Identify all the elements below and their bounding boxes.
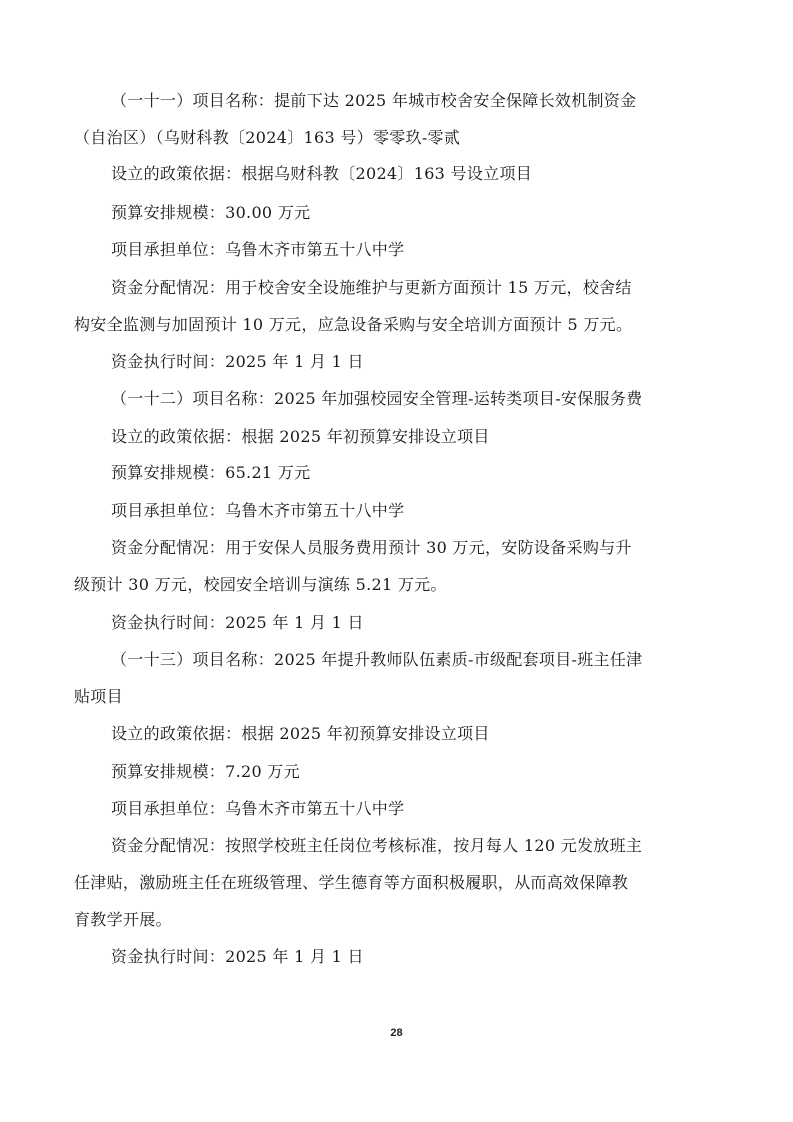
project-13-undertaking-unit: 项目承担单位：乌鲁木齐市第五十八中学 (111, 799, 405, 818)
project-13-budget-scale: 预算安排规模：7.20 万元 (111, 762, 300, 781)
project-11-execution-time: 资金执行时间：2025 年 1 月 1 日 (111, 352, 364, 371)
project-13-allocation-line-3: 育教学开展。 (74, 910, 172, 929)
project-12-allocation-line-2: 级预计 30 万元，校园安全培训与演练 5.21 万元。 (74, 575, 447, 594)
project-13-execution-time: 资金执行时间：2025 年 1 月 1 日 (111, 947, 364, 966)
project-11-name-line-2: （自治区）（乌财科教〔2024〕163 号）零零玖-零贰 (74, 128, 461, 147)
project-13-policy-basis: 设立的政策依据：根据 2025 年初预算安排设立项目 (111, 724, 490, 743)
project-11-allocation-line-2: 构安全监测与加固预计 10 万元，应急设备采购与安全培训方面预计 5 万元。 (74, 315, 633, 334)
project-11-policy-basis: 设立的政策依据：根据乌财科教〔2024〕163 号设立项目 (111, 164, 533, 183)
project-13-name-line-1: （一十三）项目名称：2025 年提升教师队伍素质-市级配套项目-班主任津 (111, 650, 643, 669)
project-12-undertaking-unit: 项目承担单位：乌鲁木齐市第五十八中学 (111, 501, 405, 520)
project-11-name-line-1: （一十一）项目名称：提前下达 2025 年城市校舍安全保障长效机制资金 (111, 91, 637, 110)
project-12-allocation-line-1: 资金分配情况：用于安保人员服务费用预计 30 万元，安防设备采购与升 (111, 538, 632, 557)
project-12-name: （一十二）项目名称：2025 年加强校园安全管理-运转类项目-安保服务费 (111, 389, 643, 408)
project-11-undertaking-unit: 项目承担单位：乌鲁木齐市第五十八中学 (111, 240, 405, 259)
project-12-execution-time: 资金执行时间：2025 年 1 月 1 日 (111, 613, 364, 632)
project-13-allocation-line-1: 资金分配情况：按照学校班主任岗位考核标准，按月每人 120 元发放班主 (111, 836, 643, 855)
page-number: 28 (390, 1027, 403, 1039)
project-12-budget-scale: 预算安排规模：65.21 万元 (111, 463, 311, 482)
project-12-policy-basis: 设立的政策依据：根据 2025 年初预算安排设立项目 (111, 427, 490, 446)
project-11-allocation-line-1: 资金分配情况：用于校舍安全设施维护与更新方面预计 15 万元，校舍结 (111, 278, 632, 297)
project-13-allocation-line-2: 任津贴，激励班主任在班级管理、学生德育等方面积极履职，从而高效保障教 (74, 873, 629, 892)
project-13-name-line-2: 贴项目 (74, 687, 123, 706)
project-11-budget-scale: 预算安排规模：30.00 万元 (111, 203, 311, 222)
